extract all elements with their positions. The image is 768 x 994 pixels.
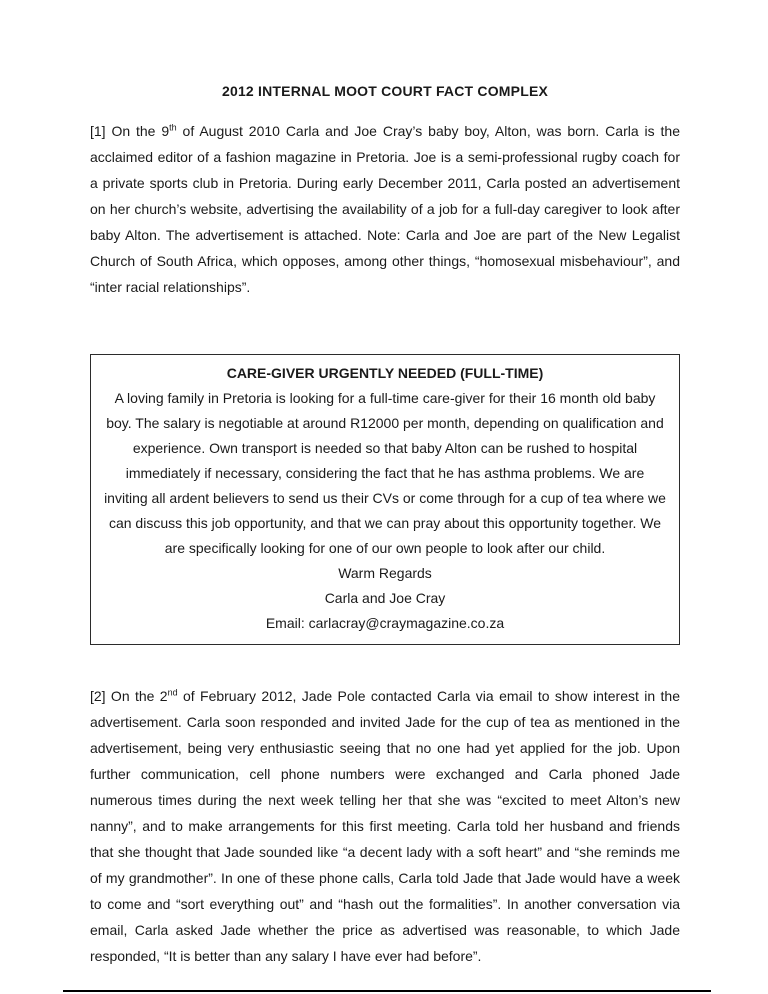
paragraph-1 bbox=[90, 118, 680, 300]
advertisement-heading: CARE-GIVER URGENTLY NEEDED (FULL-TIME) bbox=[226, 365, 544, 381]
advertisement-body: A loving family in Pretoria is looking for a full-time care-giver for their 16 month old baby boy. The salary is negotiable at around R12000 per month, depending on qualification and experience. Own transport is needed so that baby Alton can be rushed to hospital immediately if necessary, considering the fact that he has asthma problems. We are inviting all ardent believers to send us their CVs or come through for a cup of tea where we can discuss this job opportunity, and that we can pray about this opportunity together. We are specifically looking for one of our own people to look after our child. bbox=[104, 390, 666, 556]
paragraph-2-prefix: [2] On the 2 bbox=[90, 688, 168, 704]
paragraph-1-prefix: [1] On the 9 bbox=[90, 123, 170, 139]
paragraph-1-ordinal-superscript: th bbox=[169, 122, 177, 133]
advertisement-box bbox=[90, 354, 680, 645]
paragraph-2 bbox=[90, 683, 680, 969]
paragraph-1-body: of August 2010 Carla and Joe Cray’s baby boy, Alton, was born. Carla is the acclaimed editor of a fashion magazine in Pretoria. Joe is a semi-professional rugby coach for a private sports club in Pretoria. During early December 2011, Carla posted an advertisement on her church’s website, advertising the availability of a job for a full-day caregiver to look after baby Alton. The advertisement is attached. Note: Carla and Joe are part of the New Legalist Church of South Africa, which opposes, among other things, “homosexual misbehaviour”, and “inter racial relationships”. bbox=[90, 123, 680, 295]
advertisement-signature: Carla and Joe Cray bbox=[324, 590, 446, 606]
page-bottom-edge bbox=[63, 990, 711, 992]
document-title: 2012 INTERNAL MOOT COURT FACT COMPLEX bbox=[221, 83, 549, 99]
advertisement-email-line: Email: carlacray@craymagazine.co.za bbox=[265, 615, 505, 631]
paragraph-2-ordinal-superscript: nd bbox=[167, 687, 178, 698]
paragraph-2-body: of February 2012, Jade Pole contacted Carla via email to show interest in the advertisement. Carla soon responded and invited Jade for the cup of tea as mentioned in the advertisement, being very enthusiastic seeing that no one had yet applied for the job. Upon further communication, cell phone numbers were exchanged and Carla phoned Jade numerous times during the next week telling her that she was “excited to meet Alton’s new nanny”, and to make arrangements for this first meeting. Carla told her husband and friends that she thought that Jade sounded like “a decent lady with a soft heart” and “she reminds me of my grandmother”. In one of these phone calls, Carla told Jade that Jade would have a week to come and “sort everything out” and “hash out the formalities”. In another conversation via email, Carla asked Jade whether the price as advertised was reasonable, to which Jade responded, “It is better than any salary I have ever had before”. bbox=[90, 688, 680, 964]
advertisement-signoff: Warm Regards bbox=[338, 565, 432, 581]
